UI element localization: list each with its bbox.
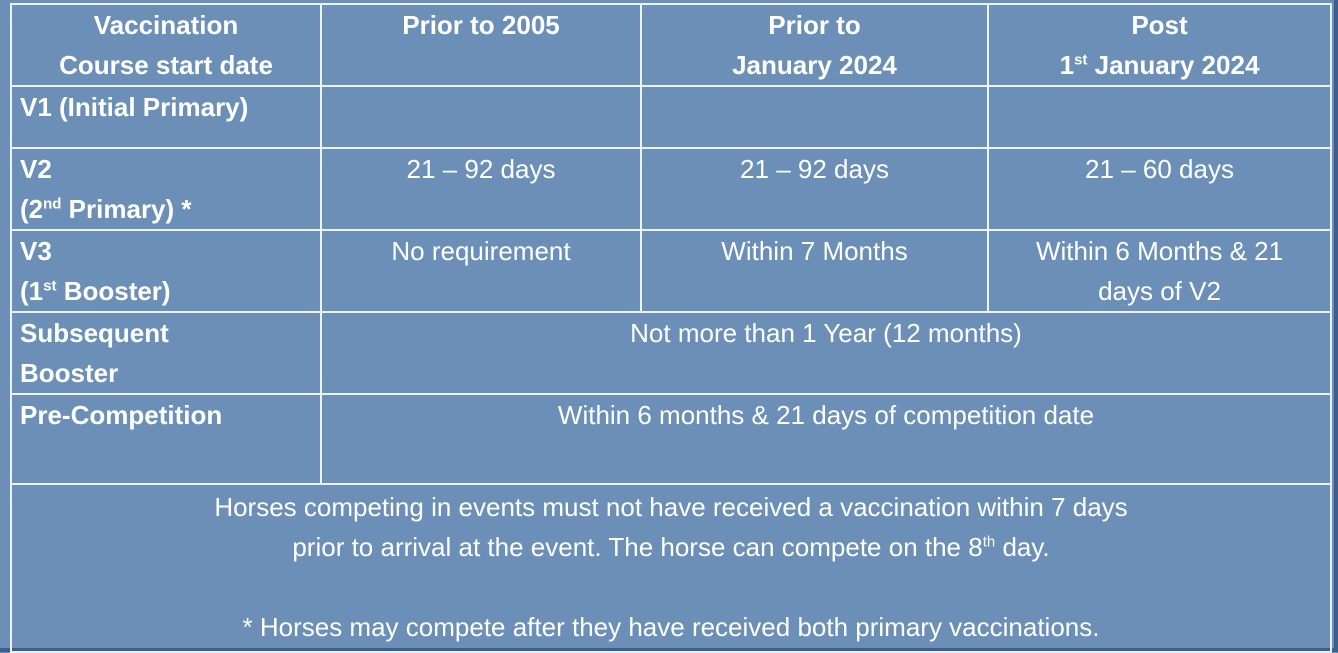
row-v2-label-sup: nd: [43, 195, 62, 213]
row-v2-prior-2005: 21 – 92 days: [321, 148, 641, 230]
row-v1-post-jan-2024: [988, 86, 1331, 148]
footer-row: [11, 484, 1331, 652]
header-prior-jan-2024: [641, 4, 988, 86]
header-course-start-date-line2: Course start date: [59, 50, 273, 80]
row-v2-label-post: Primary) *: [61, 194, 192, 224]
footer-note: [11, 484, 1331, 652]
header-post-jan-2024-line2: [997, 45, 1322, 85]
row-v2-label-line2: [20, 189, 312, 229]
row-pre-competition: [11, 394, 1331, 484]
footer-line2: [20, 527, 1322, 567]
row-v3-label-line2: [20, 271, 312, 311]
footer-line2-post: day.: [995, 532, 1050, 562]
row-subsequent-label-line1: Subsequent: [20, 318, 169, 348]
row-v1: [11, 86, 1331, 148]
header-post-num: 1: [1059, 50, 1075, 80]
row-v3-post-line1: Within 6 Months & 21: [1035, 236, 1284, 266]
header-prior-2005: [321, 4, 641, 86]
footer-line2-sup: th: [982, 533, 996, 551]
row-v2-label: [11, 148, 321, 230]
row-v1-prior-2005: [321, 86, 641, 148]
header-row: [11, 4, 1331, 86]
header-prior-2005-text: Prior to 2005: [402, 10, 560, 40]
row-v3-label-sup: st: [43, 277, 57, 295]
header-course-start-date-line1: Vaccination: [93, 10, 239, 40]
row-v2: [11, 148, 1331, 230]
header-post-sup: st: [1074, 51, 1088, 69]
header-post-jan-2024-line1: Post: [1131, 10, 1188, 40]
footer-line1: Horses competing in events must not have received a vaccination within 7 days: [214, 492, 1128, 522]
row-v3-post-line2: days of V2: [1098, 276, 1221, 306]
row-subsequent-label-line2: Booster: [20, 358, 119, 388]
vaccination-schedule-table: [10, 3, 1332, 653]
row-subsequent-value: Not more than 1 Year (12 months): [321, 312, 1331, 394]
footer-line3: * Horses may compete after they have received both primary vaccinations.: [242, 612, 1100, 642]
row-v3-label-line1: V3: [20, 236, 52, 266]
row-v3-prior-2005: No requirement: [321, 230, 641, 312]
footer-spacer: [20, 567, 1322, 607]
row-v2-post-jan-2024: 21 – 60 days: [988, 148, 1331, 230]
row-v2-prior-jan-2024: 21 – 92 days: [641, 148, 988, 230]
header-post-rest: January 2024: [1087, 50, 1260, 80]
row-v2-label-pre: (2: [20, 194, 44, 224]
row-v3-label-pre: (1: [20, 276, 44, 306]
row-precomp-value: Within 6 months & 21 days of competition date: [321, 394, 1331, 484]
row-subsequent-label: [11, 312, 321, 394]
row-v1-prior-jan-2024: [641, 86, 988, 148]
row-v3-label: [11, 230, 321, 312]
row-subsequent-booster: [11, 312, 1331, 394]
row-v3-prior-jan-2024: Within 7 Months: [641, 230, 988, 312]
header-prior-jan-2024-line2: January 2024: [732, 50, 897, 80]
header-course-start-date: [11, 4, 321, 86]
footer-line2-pre: prior to arrival at the event. The horse can compete on the 8: [292, 532, 983, 562]
row-v3-post-jan-2024: [988, 230, 1331, 312]
header-prior-jan-2024-line1: Prior to: [768, 10, 861, 40]
row-v3: [11, 230, 1331, 312]
row-v3-label-post: Booster): [56, 276, 171, 306]
row-v1-label: V1 (Initial Primary): [11, 86, 321, 148]
row-precomp-label: Pre-Competition: [11, 394, 321, 484]
header-post-jan-2024: [988, 4, 1331, 86]
row-v2-label-line1: V2: [20, 154, 52, 184]
